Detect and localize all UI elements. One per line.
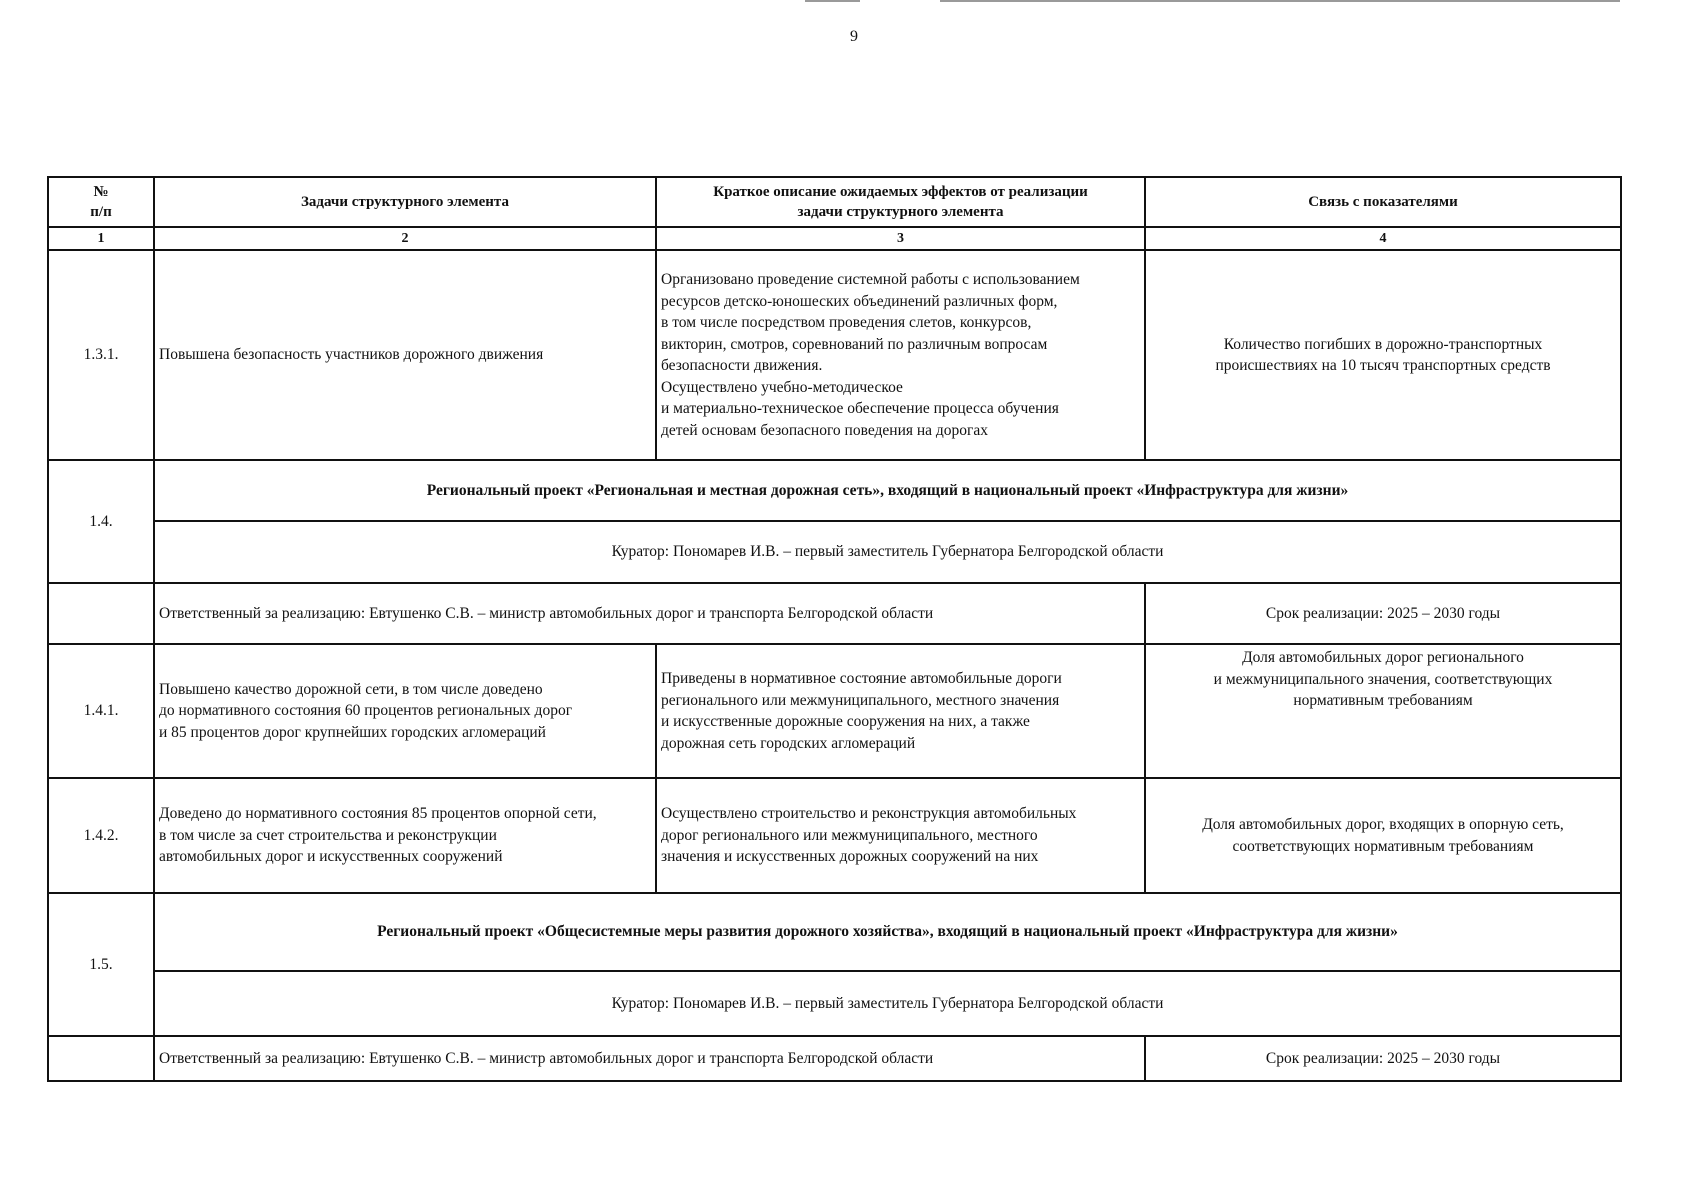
responsible-cell: Ответственный за реализацию: Евтушенко С.В. – министр автомобильных дорог и транспорта Белгородской области [154,1036,1145,1081]
project-title: Региональный проект «Общесистемные меры развития дорожного хозяйства», входящий в национальный проект «Инфраструктура для жизни» [154,893,1621,971]
row-number: 1.4.1. [48,644,154,778]
task-cell: Доведено до нормативного состояния 85 процентов опорной сети, в том числе за счет строительства и реконструкции автомобильных дорог и искусственных сооружений [154,778,656,893]
table-row [48,778,1621,893]
task-cell: Повышено качество дорожной сети, в том числе доведено до нормативного состояния 60 процентов региональных дорог и 85 процентов дорог крупнейших городских агломераций [154,644,656,778]
column-number: 2 [154,227,656,250]
term-cell: Срок реализации: 2025 – 2030 годы [1145,583,1621,644]
column-number: 3 [656,227,1145,250]
responsible-row [48,583,1621,644]
header-effect: Краткое описание ожидаемых эффектов от реализации задачи структурного элемента [656,177,1145,227]
curator-cell: Куратор: Пономарев И.В. – первый заместитель Губернатора Белгородской области [154,521,1621,583]
indicator-cell: Количество погибших в дорожно-транспортных происшествиях на 10 тысяч транспортных средств [1145,250,1621,460]
column-number: 4 [1145,227,1621,250]
curator-row [48,971,1621,1036]
page-number: 9 [850,28,858,45]
table-header-row [48,177,1621,227]
table-row [48,250,1621,460]
responsible-row [48,1036,1621,1081]
indicator-cell: Доля автомобильных дорог регионального и межмуниципального значения, соответствующих нормативным требованиям [1145,644,1621,778]
row-number: 1.3.1. [48,250,154,460]
scan-artifact-line [805,0,860,2]
table-row [48,644,1621,778]
task-cell: Повышена безопасность участников дорожного движения [154,250,656,460]
scan-artifact-line [940,0,1620,2]
column-number: 1 [48,227,154,250]
effect-cell: Осуществлено строительство и реконструкция автомобильных дорог регионального или межмуниципального, местного значения и искусственных дорожных сооружений на них [656,778,1145,893]
header-task: Задачи структурного элемента [154,177,656,227]
effect-cell: Организовано проведение системной работы с использованием ресурсов детско-юношеских объединений различных форм, в том числе посредством проведения слетов, конкурсов, викторин, смотров, соревнований по различным вопросам безопасности движения. Осуществлено учебно-методическое и материально-техническое обеспечение процесса обучения детей основам безопасного поведения на дорогах [656,250,1145,460]
project-row [48,460,1621,521]
project-title: Региональный проект «Региональная и местная дорожная сеть», входящий в национальный проект «Инфраструктура для жизни» [154,460,1621,521]
project-row [48,893,1621,971]
structural-elements-table [47,176,1622,1082]
empty-number-cell [48,1036,154,1081]
section-number: 1.4. [48,460,154,583]
indicator-cell: Доля автомобильных дорог, входящих в опорную сеть, соответствующих нормативным требованиям [1145,778,1621,893]
curator-cell: Куратор: Пономарев И.В. – первый заместитель Губернатора Белгородской области [154,971,1621,1036]
curator-row [48,521,1621,583]
responsible-cell: Ответственный за реализацию: Евтушенко С.В. – министр автомобильных дорог и транспорта Белгородской области [154,583,1145,644]
column-number-row [48,227,1621,250]
effect-cell: Приведены в нормативное состояние автомобильные дороги регионального или межмуниципального, местного значения и искусственные дорожные сооружения на них, а также дорожная сеть городских агломераций [656,644,1145,778]
header-indicator: Связь с показателями [1145,177,1621,227]
header-number: № п/п [48,177,154,227]
term-cell: Срок реализации: 2025 – 2030 годы [1145,1036,1621,1081]
section-number: 1.5. [48,893,154,1036]
empty-number-cell [48,583,154,644]
row-number: 1.4.2. [48,778,154,893]
